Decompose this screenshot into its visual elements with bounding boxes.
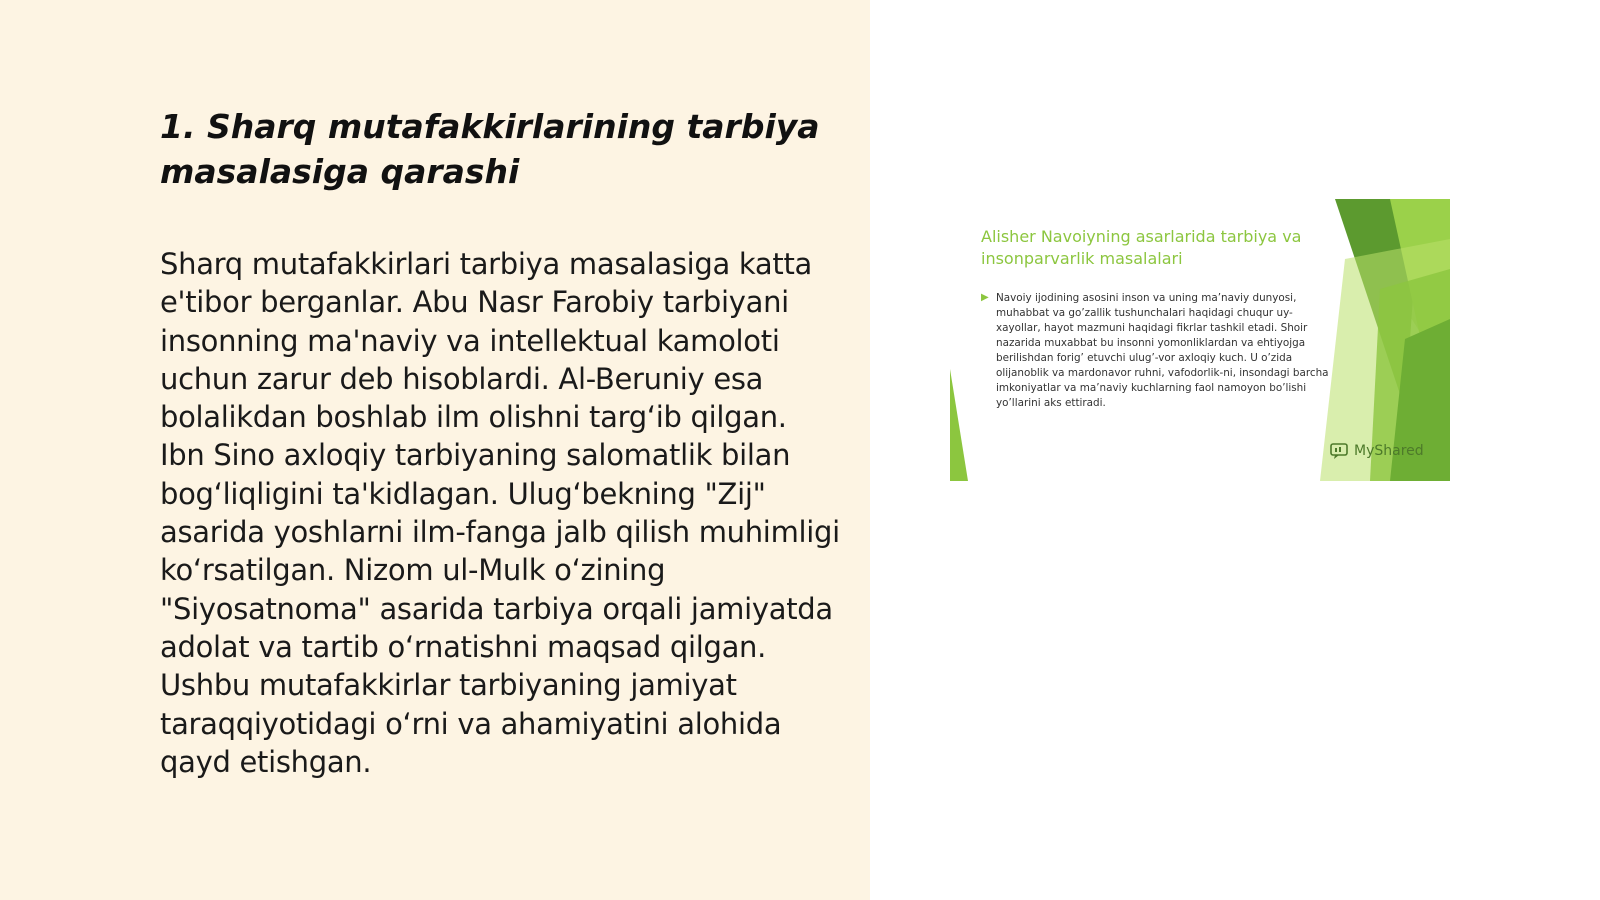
myshared-logo-text: MyShared	[1354, 443, 1424, 459]
myshared-logo	[1330, 441, 1424, 461]
thumbnail-bullet-text: Navoiy ijodining asosini inson va uning ma’naviy dunyosi, muhabbat va go’zallik tushunchalari haqidagi chuqur uy-xayollar, hayot mazmuni haqidagi fikrlar tashkil etadi. Shoir nazarida muxabbat bu insonni yomonliklardan va ehtiyojga berilishdan forig’ etuvchi ulug’-vor axloqiy kuch. U o’zida olijanoblik va mardonavor ruhni, vafodorlik-ni, insondagi barcha imkoniyatlar va ma’naviy kuchlarning faol namoyon bo’lishi yo’llarini aks ettiradi.	[996, 292, 1329, 409]
myshared-logo-icon	[1330, 442, 1350, 460]
triangle-bullet-icon: ▶	[981, 292, 989, 303]
slide-body-text: Sharq mutafakkirlari tarbiya masalasiga katta e'tibor berganlar. Abu Nasr Farobiy tarbiyani insonning ma'naviy va intellektual kamoloti uchun zarur deb hisoblardi. Al-Beruniy esa bolalikdan boshlab ilm olishni targ‘ib qilgan. Ibn Sino axloqiy tarbiyaning salomatlik bilan bog‘liqligini ta'kidlagan. Ulug‘bekning "Zij" asarida yoshlarni ilm-fanga jalb qilish muhimligi ko‘rsatilgan. Nizom ul-Mulk o‘zining "Siyosatnoma" asarida tarbiya orqali jamiyatda adolat va tartib o‘rnatishni maqsad qilgan. Ushbu mutafakkirlar tarbiyaning jamiyat taraqqiyotidagi o‘rni va ahamiyatini alohida qayd etishgan.	[160, 247, 840, 779]
thumbnail-title: Alisher Navoiyning asarlarida tarbiya va insonparvarlik masalalari	[981, 227, 1302, 268]
slide-thumbnail-image	[950, 199, 1450, 481]
slide-title: 1. Sharq mutafakkirlarining tarbiya masalasiga qarashi	[160, 107, 820, 191]
